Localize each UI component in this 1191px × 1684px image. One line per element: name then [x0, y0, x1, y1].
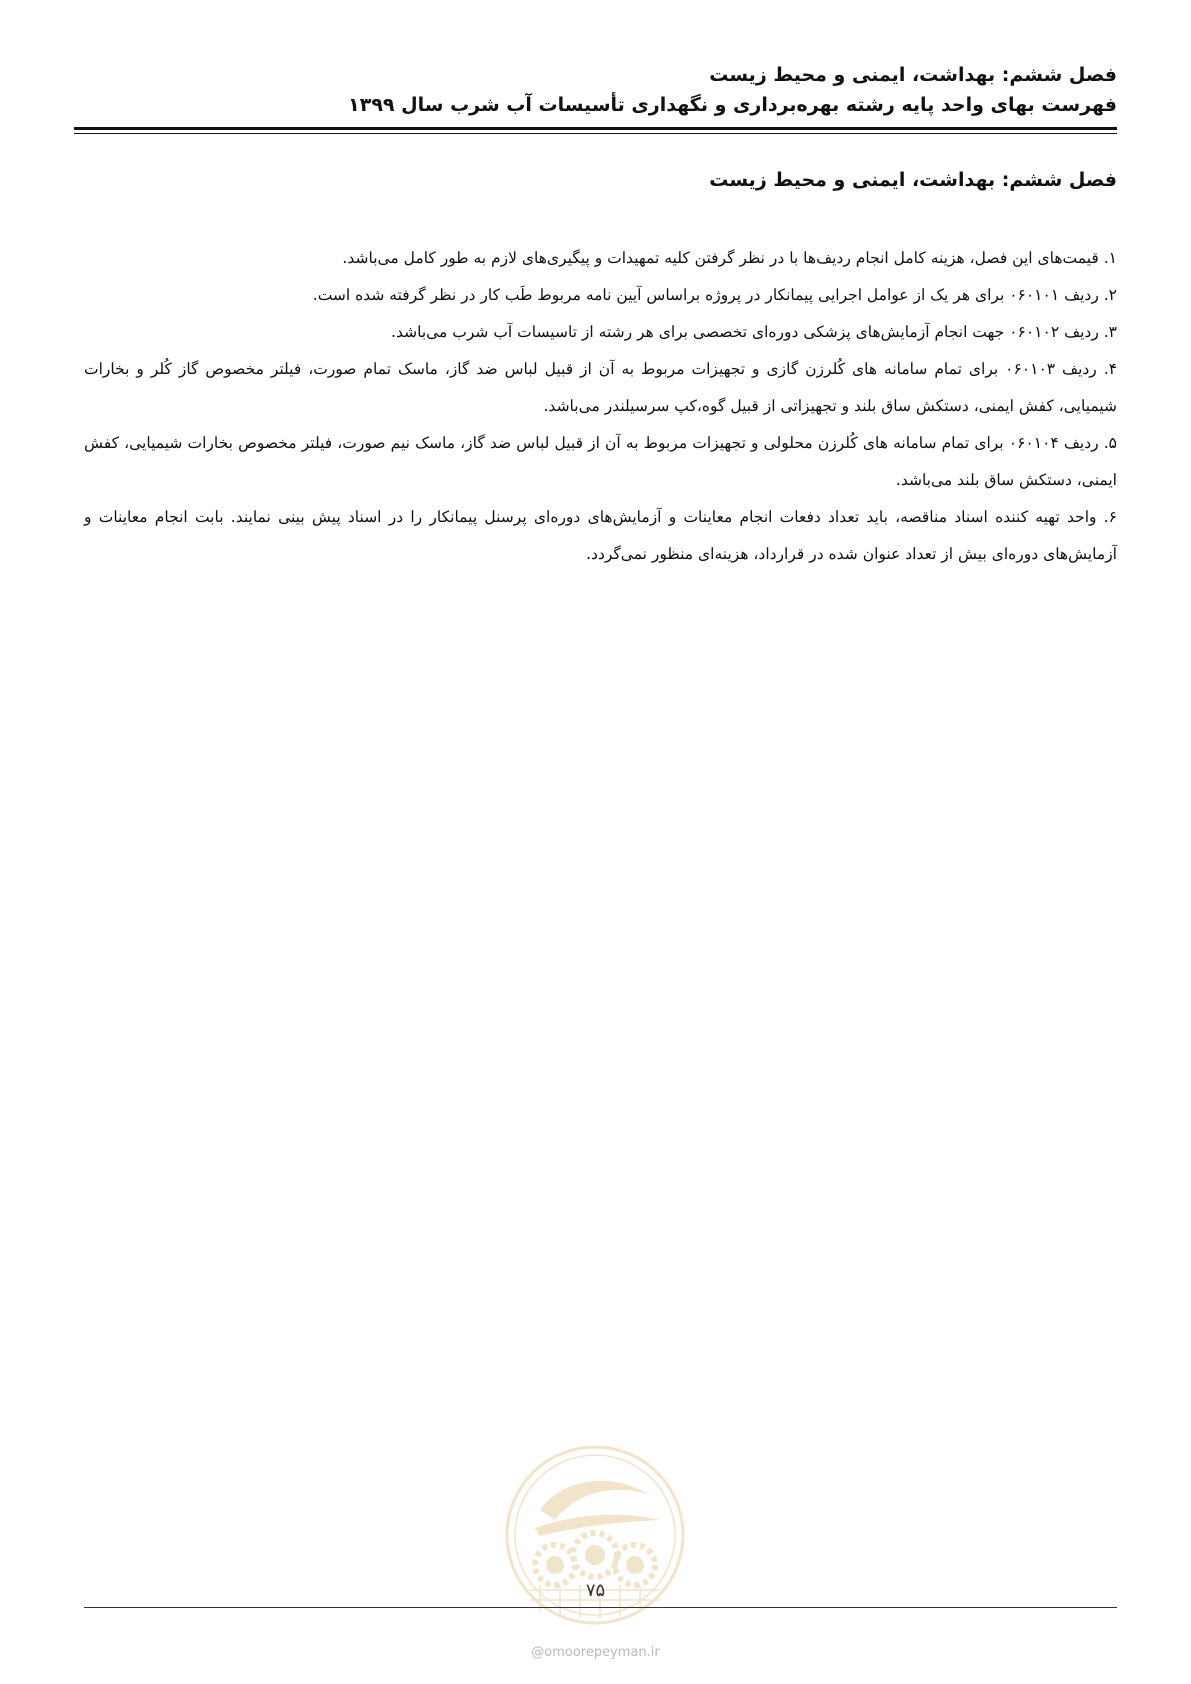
section-title: فصل ششم: بهداشت، ایمنی و محیط زیست [709, 169, 1117, 191]
page-number: ۷۵ [585, 1580, 606, 1601]
header-double-rule [74, 127, 1117, 134]
body-text [84, 240, 1117, 573]
footer-rule [84, 1607, 1117, 1608]
paragraph-2: ۲. ردیف ۰۶۰۱۰۱ برای هر یک از عوامل اجرایی پیمانکار در پروژه براساس آیین نامه مربوط طَب کار در نظر گرفته شده است. [312, 286, 1117, 304]
paragraph-6: ۶. واحد تهیه کننده اسناد مناقصه، باید تعداد دفعات انجام معاینات و آزمایش‌های دوره‌ای پرسنل پیمانکار را در اسناد پیش بینی نمایند. بابت انجام معاینات و آزمایش‌های دوره‌ای بیش از تعداد عنوان شده در قرارداد، هزینه‌ای منظور نمی‌گردد. [84, 508, 1117, 563]
page-header [74, 60, 1117, 120]
watermark-url: @omoorepeyman.ir [531, 1645, 660, 1660]
paragraph-4: ۴. ردیف ۰۶۰۱۰۳ برای تمام سامانه های کُلرزن گازی و تجهیزات مربوط به آن از قبیل لباس ضد گاز، ماسک تمام صورت، فیلتر مخصوص گاز کُلر و بخارات شیمیایی، کفش ایمنی، دستکش ساق بلند و تجهیزاتی از قبیل گوه،کپ سرسیلندر می‌باشد. [84, 360, 1118, 415]
paragraph-1: ۱. قیمت‌های این فصل، هزینه کامل انجام ردیف‌ها با در نظر گرفتن کلیه تمهیدات و پیگیری‌های لازم به طور کامل می‌باشد. [342, 249, 1117, 267]
paragraph-5: ۵. ردیف ۰۶۰۱۰۴ برای تمام سامانه های کُلرزن محلولی و تجهیزات مربوط به آن از قبیل لباس ضد گاز، ماسک نیم صورت، فیلتر مخصوص بخارات شیمیایی، کفش ایمنی، دستکش ساق بلند می‌باشد. [84, 434, 1117, 489]
paragraph-3: ۳. ردیف ۰۶۰۱۰۲ جهت انجام آزمایش‌های پزشکی دوره‌ای تخصصی برای هر رشته از تاسیسات آب شرب می‌باشد. [391, 323, 1117, 341]
watermark-logo [500, 1440, 690, 1630]
header-document-title: فهرست بهای واحد پایه رشته بهره‌برداری و نگهداری تأسیسات آب شرب سال ۱۳۹۹ [348, 94, 1117, 116]
header-chapter-title: فصل ششم: بهداشت، ایمنی و محیط زیست [709, 64, 1117, 86]
